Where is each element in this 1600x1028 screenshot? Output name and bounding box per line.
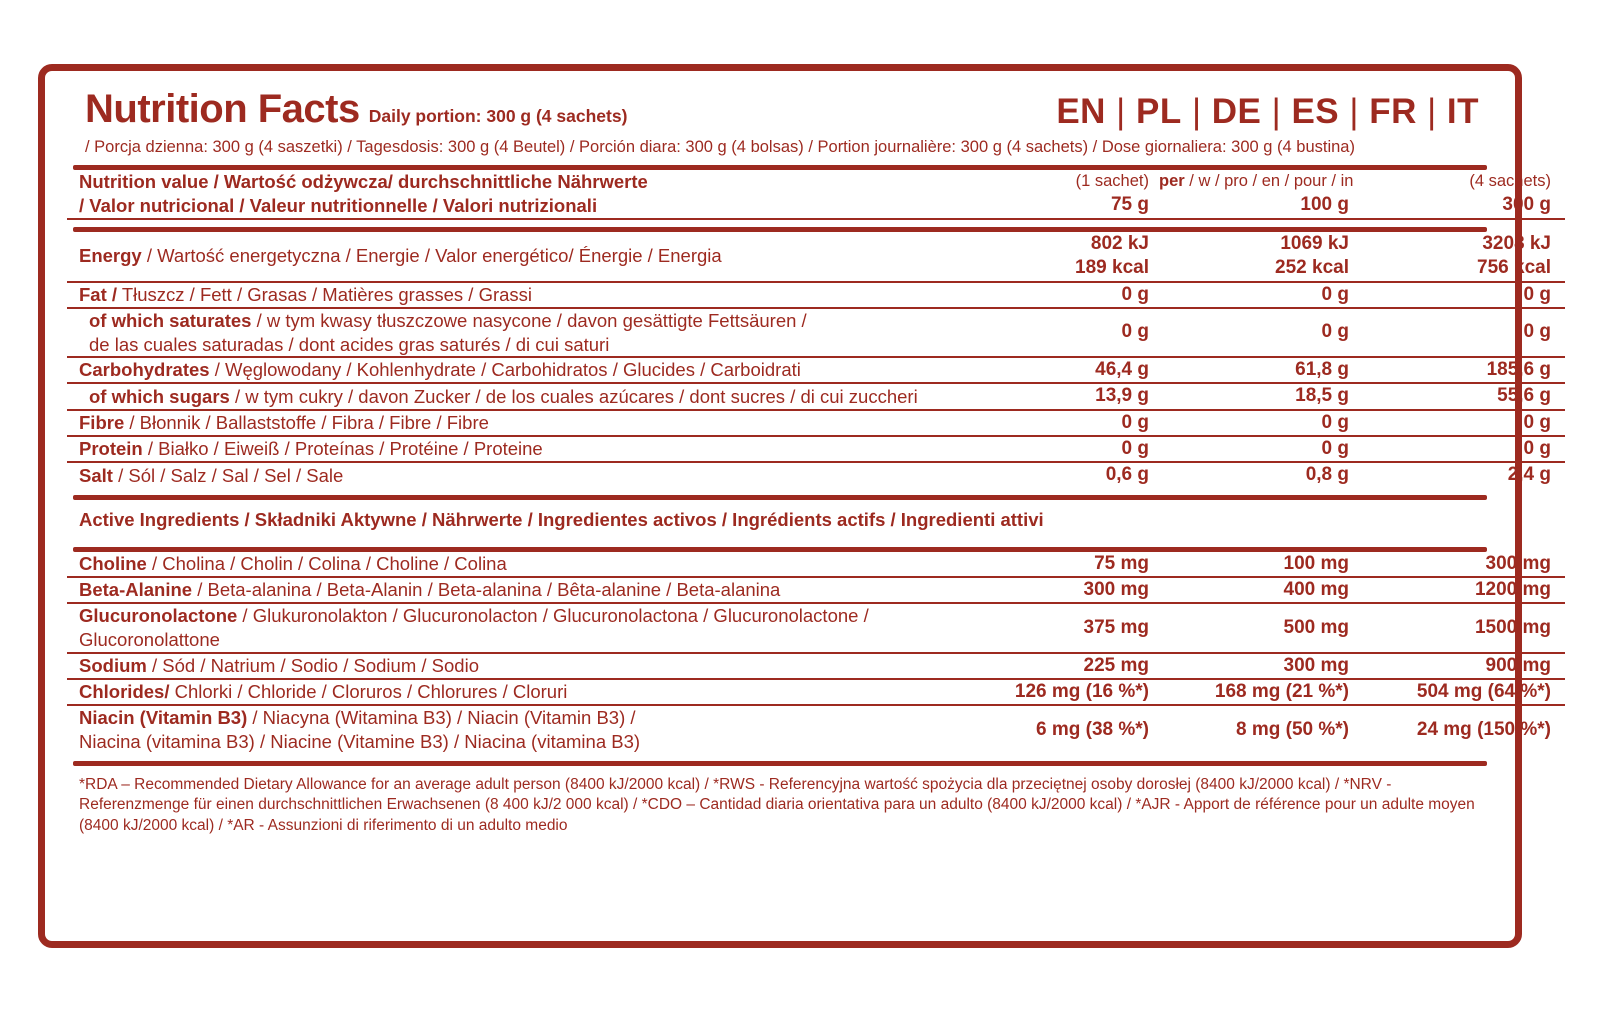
row-value-per-sachet: 13,9 g bbox=[1095, 385, 1149, 407]
row-value-per-portion: 3208 kJ 756 kcal bbox=[1477, 232, 1551, 279]
row-value-per-100g: 0 g bbox=[1321, 283, 1349, 305]
row-value-per-portion: 2,4 g bbox=[1507, 464, 1551, 486]
nutrition-facts-panel bbox=[38, 64, 1551, 948]
row-label-primary: Energy bbox=[79, 245, 142, 267]
row-label-primary: Salt bbox=[79, 464, 113, 486]
row-label-primary: of which sugars bbox=[89, 385, 230, 407]
row-label bbox=[67, 705, 969, 753]
row-value-per-sachet: 0 g bbox=[1121, 283, 1149, 305]
row-label-primary: Fibre bbox=[79, 412, 125, 434]
table-row bbox=[67, 282, 1565, 308]
language-separator: | bbox=[1181, 92, 1212, 131]
row-value-per-portion: 1200 mg bbox=[1474, 579, 1551, 601]
col2-caption-bold: per bbox=[1159, 171, 1185, 190]
row-label-translations: / Sól / Salz / Sal / Sel / Sale bbox=[112, 464, 344, 486]
row-label bbox=[67, 357, 969, 383]
table-row bbox=[67, 383, 1565, 409]
row-label-translations: / Białko / Eiweiß / Proteínas / Protéine / Proteine bbox=[142, 438, 543, 460]
row-value-per-100g: 0 g bbox=[1321, 438, 1349, 460]
row-value-per-portion: 185,6 g bbox=[1486, 359, 1551, 381]
row-value-per-sachet: 375 mg bbox=[1083, 616, 1149, 638]
row-value-per-portion: 0 g bbox=[1523, 321, 1551, 343]
col3-amount: 300 g bbox=[1502, 194, 1551, 216]
row-value-per-portion: 900 mg bbox=[1485, 654, 1551, 676]
row-value-per-portion: 55,6 g bbox=[1497, 385, 1551, 407]
row-label bbox=[67, 410, 969, 436]
language-fr[interactable]: FR bbox=[1369, 92, 1417, 131]
column-header-label bbox=[67, 170, 969, 219]
language-es[interactable]: ES bbox=[1291, 92, 1340, 131]
table-row bbox=[67, 603, 1565, 652]
row-label bbox=[67, 282, 969, 308]
language-separator: | bbox=[1261, 92, 1292, 131]
row-label-translations: / Węglowodany / Kohlenhydrate / Carbohidratos / Glucides / Carboidrati bbox=[209, 359, 801, 381]
row-label-translations: / Wartość energetyczna / Energie / Valor energético/ Énergie / Energia bbox=[141, 245, 722, 267]
table-row bbox=[67, 577, 1565, 603]
language-en[interactable]: EN bbox=[1056, 92, 1106, 131]
title-group bbox=[85, 89, 627, 129]
row-label-primary: Carbohydrates bbox=[79, 359, 210, 381]
row-value-per-100g: 18,5 g bbox=[1295, 385, 1349, 407]
row-value-per-100g: 100 mg bbox=[1283, 552, 1349, 574]
language-pl[interactable]: PL bbox=[1135, 92, 1182, 131]
row-label-translations: Chlorki / Chloride / Cloruros / Chlorures / Cloruri bbox=[169, 681, 568, 703]
row-label-translations: / Sód / Natrium / Sodio / Sodium / Sodio bbox=[146, 655, 479, 677]
table-row bbox=[67, 308, 1565, 357]
language-de[interactable]: DE bbox=[1211, 92, 1262, 131]
row-label bbox=[67, 232, 969, 282]
col2-caption-rest: / w / pro / en / pour / in bbox=[1184, 171, 1354, 190]
row-label bbox=[67, 679, 969, 705]
column-header-label-line2: / Valor nutricional / Valeur nutritionnelle / Valori nutrizionali bbox=[79, 194, 598, 216]
row-label-translations: / Błonnik / Ballaststoffe / Fibra / Fibre / Fibre bbox=[124, 412, 489, 434]
row-label-primary: Sodium bbox=[79, 655, 147, 677]
row-label bbox=[67, 552, 969, 577]
row-value-per-100g: 1069 kJ 252 kcal bbox=[1275, 232, 1349, 279]
column-header-row bbox=[67, 170, 1565, 219]
table-row bbox=[67, 232, 1565, 282]
row-label-primary: Fat / bbox=[79, 283, 118, 305]
language-separator: | bbox=[1105, 92, 1136, 131]
row-value-per-portion: 0 g bbox=[1523, 411, 1551, 433]
row-label-translations: / Beta-alanina / Beta-Alanin / Beta-alanina / Bêta-alanine / Beta-alanina bbox=[192, 579, 781, 601]
row-value-per-100g: 0,8 g bbox=[1305, 464, 1349, 486]
row-label-primary: Glucuronolactone bbox=[79, 605, 238, 627]
column-header-col3 bbox=[1383, 170, 1565, 219]
row-value-per-sachet: 6 mg (38 %*) bbox=[1036, 718, 1149, 740]
column-header-label-line1: Nutrition value / Wartość odżywcza/ durchschnittliche Nährwerte bbox=[79, 170, 648, 192]
column-header-col1 bbox=[969, 170, 1159, 219]
row-value-per-sachet: 0 g bbox=[1121, 411, 1149, 433]
table-row bbox=[67, 552, 1565, 577]
row-label bbox=[67, 462, 969, 487]
row-value-per-portion: 504 mg (64 %*) bbox=[1416, 681, 1551, 703]
row-value-per-sachet: 46,4 g bbox=[1095, 359, 1149, 381]
row-value-per-100g: 61,8 g bbox=[1295, 359, 1349, 381]
row-value-per-sachet: 0 g bbox=[1121, 321, 1149, 343]
daily-portion-label: Daily portion: 300 g (4 sachets) bbox=[368, 106, 628, 126]
row-label-translations: / Niacyna (Witamina B3) / Niacin (Vitamin B3) / Niacina (vitamina B3) / Niacine (Vitamine B3) / Niacina (vitamina B3) bbox=[79, 707, 641, 752]
row-label-primary: Chlorides/ bbox=[79, 681, 170, 703]
row-value-per-portion: 1500 mg bbox=[1474, 616, 1551, 638]
row-value-per-sachet: 75 mg bbox=[1094, 552, 1149, 574]
header-row bbox=[67, 89, 1493, 129]
row-value-per-sachet: 300 mg bbox=[1083, 579, 1149, 601]
row-value-per-100g: 0 g bbox=[1321, 321, 1349, 343]
row-label-primary: Choline bbox=[79, 553, 147, 575]
panel-inner bbox=[67, 87, 1551, 931]
row-value-per-sachet: 0 g bbox=[1121, 438, 1149, 460]
col2-caption bbox=[1159, 170, 1354, 192]
table-row bbox=[67, 653, 1565, 679]
col2-amount: 100 g bbox=[1300, 194, 1349, 216]
row-value-per-sachet: 802 kJ 189 kcal bbox=[1075, 232, 1149, 279]
row-value-per-sachet: 126 mg (16 %*) bbox=[1014, 681, 1149, 703]
table-row bbox=[67, 410, 1565, 436]
row-value-per-100g: 400 mg bbox=[1283, 579, 1349, 601]
row-value-per-100g: 500 mg bbox=[1283, 616, 1349, 638]
row-label bbox=[67, 436, 969, 462]
row-value-per-portion: 0 g bbox=[1523, 283, 1551, 305]
table-row bbox=[67, 357, 1565, 383]
col1-amount: 75 g bbox=[1110, 194, 1149, 216]
row-label-primary: of which saturates bbox=[89, 309, 252, 331]
row-value-per-portion: 24 mg (150 %*) bbox=[1416, 718, 1551, 740]
row-value-per-100g: 300 mg bbox=[1283, 654, 1349, 676]
nutrition-rows bbox=[67, 232, 1565, 488]
row-label bbox=[67, 653, 969, 679]
table-row bbox=[67, 705, 1565, 753]
row-label-translations: / w tym cukry / davon Zucker / de los cuales azúcares / dont sucres / di cui zuccheri bbox=[229, 385, 918, 407]
table-row bbox=[67, 462, 1565, 487]
row-label-translations: Tłuszcz / Fett / Grasas / Matières grasses / Grassi bbox=[117, 283, 533, 305]
row-label-primary: Beta-Alanine bbox=[79, 579, 193, 601]
col3-caption: (4 sachets) bbox=[1469, 171, 1551, 190]
row-value-per-100g: 168 mg (21 %*) bbox=[1214, 681, 1349, 703]
active-ingredients-heading: Active Ingredients / Składniki Aktywne / Nährwerte / Ingredientes activos / Ingrédients actifs / Ingredienti attivi bbox=[79, 508, 1044, 530]
language-it[interactable]: IT bbox=[1446, 92, 1479, 131]
row-value-per-100g: 8 mg (50 %*) bbox=[1236, 718, 1349, 740]
table-row bbox=[67, 436, 1565, 462]
page-title: Nutrition Facts bbox=[85, 87, 360, 131]
language-list bbox=[1056, 94, 1479, 129]
table-row bbox=[67, 679, 1565, 705]
column-header-col2 bbox=[1159, 170, 1383, 219]
row-label bbox=[67, 383, 969, 409]
row-label-translations: / Glukuronolakton / Glucuronolacton / Glucuronolactona / Glucuronolactone / Glucoronolattone bbox=[79, 605, 869, 651]
row-value-per-portion: 300 mg bbox=[1485, 552, 1551, 574]
active-ingredient-rows bbox=[67, 552, 1565, 754]
row-value-per-100g: 0 g bbox=[1321, 411, 1349, 433]
row-label bbox=[67, 308, 969, 357]
row-label-translations: / w tym kwasy tłuszczowe nasycone / davon gesättigte Fettsäuren / de las cuales saturadas / dont acides gras saturés / di cui saturi bbox=[89, 309, 807, 355]
row-value-per-portion: 0 g bbox=[1523, 438, 1551, 460]
language-separator: | bbox=[1339, 92, 1370, 131]
nutrition-table bbox=[67, 170, 1565, 220]
footnote: *RDA – Recommended Dietary Allowance for an average adult person (8400 kJ/2000 kcal) / *RWS - Referencyjna wartość spożycia dla przeciętnej osoby dorosłej (8400 kJ/2000 kcal) / *NRV - Referenzmenge für einen durchschnittlichen Erwachsenen (8 400 kJ/2 000 kcal) / *CDO – Cantidad diaria orientativa para un adulto (8400 kJ/2000 kcal) / *AJR - Apport de référence pour un adulte moyen (8400 kJ/2000 kcal) / *AR - Assunzioni di riferimento di un adulto medio bbox=[79, 775, 1475, 834]
row-value-per-sachet: 225 mg bbox=[1083, 654, 1149, 676]
language-separator: | bbox=[1416, 92, 1447, 131]
portion-translations: / Porcja dzienna: 300 g (4 saszetki) / Tagesdosis: 300 g (4 Beutel) / Porción diara: 300 g (4 bolsas) / Portion journalière: 300 g (4 sachets) / Dose giornaliera: 300 g (4 bustina) bbox=[85, 138, 1355, 156]
row-label-primary: Niacin (Vitamin B3) bbox=[79, 707, 248, 729]
row-label-primary: Protein bbox=[79, 438, 143, 460]
row-label bbox=[67, 577, 969, 603]
col1-caption: (1 sachet) bbox=[1075, 171, 1149, 190]
row-value-per-sachet: 0,6 g bbox=[1105, 464, 1149, 486]
row-label-translations: / Cholina / Cholin / Colina / Choline / Colina bbox=[146, 553, 507, 575]
row-label bbox=[67, 603, 969, 652]
